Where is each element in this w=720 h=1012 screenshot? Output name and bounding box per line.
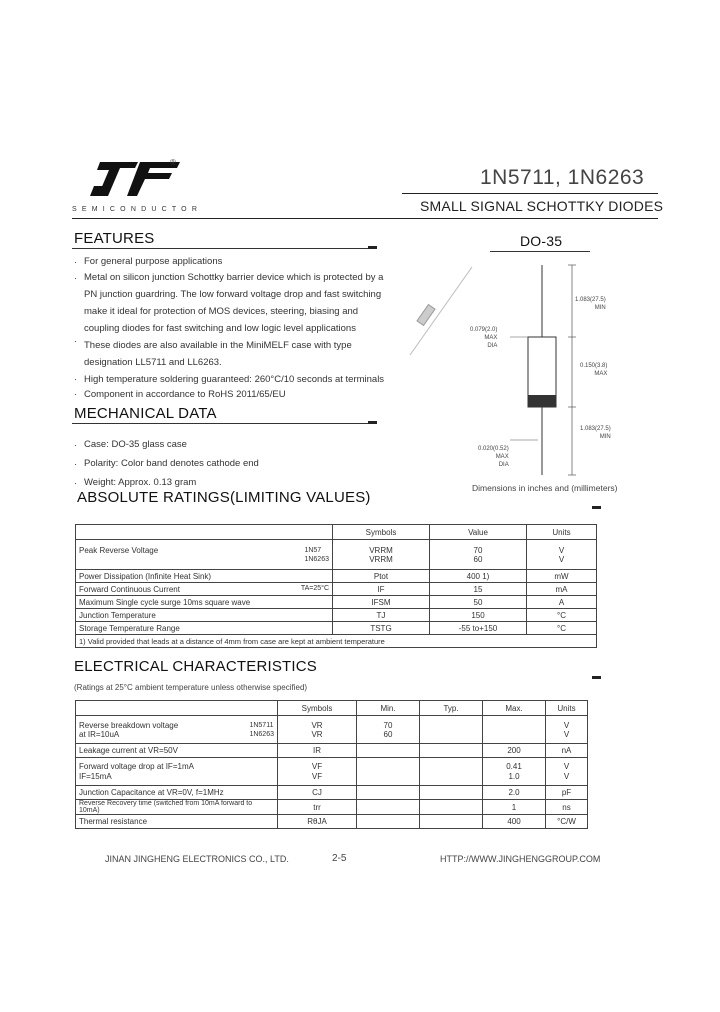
dim-lead-bottom: 1.083(27.5) MIN xyxy=(580,426,611,440)
el-head-symbol: Symbols xyxy=(278,701,357,716)
table-row: Reverse breakdown voltage at IR=10uA 1N5711 1N6263 VR VR 70 60 V V xyxy=(76,716,588,744)
mech-bullet-2: · xyxy=(74,459,78,470)
dim-lead-top: 1.083(27.5) MIN xyxy=(575,297,606,311)
table-row: Thermal resistance RθJA 400 °C/W xyxy=(76,815,588,829)
table-row: Power Dissipation (Infinite Heat Sink) Ptot 400 1) mW xyxy=(76,570,597,583)
table-row: Junction Capacitance at VR=0V, f=1MHz CJ 2.0 pF xyxy=(76,786,588,800)
feature-item: For general purpose applications xyxy=(84,256,223,267)
feature-bullet-5: · xyxy=(74,389,78,400)
abs-head-param xyxy=(76,525,333,540)
dim-body-dia: 0.079(2.0) MAX DIA xyxy=(470,327,498,349)
table-row: Storage Temperature Range TSTG -55 to+150 °C xyxy=(76,622,597,635)
electrical-subtitle: (Ratings at 25°C ambient temperature unless otherwise specified) xyxy=(74,683,308,692)
footer-company: JINAN JINGHENG ELECTRONICS CO., LTD. xyxy=(105,854,289,864)
absolute-title: ABSOLUTE RATINGS(LIMITING VALUES) xyxy=(77,489,371,506)
company-logo xyxy=(80,160,180,200)
feature-item: PN junction guardring. The low forward voltage drop and fast switching xyxy=(84,289,382,300)
abs-head-unit: Units xyxy=(527,525,597,540)
absolute-mark xyxy=(592,506,601,509)
header-divider xyxy=(72,218,658,219)
feature-bullet-2: · xyxy=(74,273,78,284)
package-rule xyxy=(490,251,590,252)
table-row: Junction Temperature TJ 150 °C xyxy=(76,609,597,622)
el-head-param xyxy=(76,701,278,716)
abs-footnote: 1) Valid provided that leads at a distance of 4mm from case are kept at ambient temperature xyxy=(76,635,597,648)
el-head-unit: Units xyxy=(546,701,588,716)
features-title: FEATURES xyxy=(74,230,155,247)
features-mark xyxy=(368,246,377,249)
dim-caption: Dimensions in inches and (millimeters) xyxy=(472,483,618,493)
dim-wire-dia: 0.020(0.52) MAX DIA xyxy=(478,446,509,468)
table-row: Maximum Single cycle surge 10ms square wave IFSM 50 A xyxy=(76,596,597,609)
feature-bullet-3: · xyxy=(74,336,78,347)
package-title: DO-35 xyxy=(520,233,563,249)
diode-lead-wire xyxy=(410,267,472,355)
feature-item: High temperature soldering guaranteed: 260°C/10 seconds at terminals xyxy=(84,374,385,385)
mechanical-title: MECHANICAL DATA xyxy=(74,405,217,422)
page-subtitle: SMALL SIGNAL SCHOTTKY DIODES xyxy=(420,198,664,214)
el-head-typ: Typ. xyxy=(420,701,483,716)
table-row: Peak Reverse Voltage 1N57 1N6263 VRRM VRRM 70 60 V V xyxy=(76,540,597,570)
el-head-max: Max. xyxy=(483,701,546,716)
mechanical-item: Weight: Approx. 0.13 gram xyxy=(84,477,197,488)
feature-item: These diodes are also available in the MiniMELF case with type xyxy=(84,340,352,351)
footer-url[interactable]: HTTP://WWW.JINGHENGGROUP.COM xyxy=(440,854,601,864)
registered-mark: ® xyxy=(170,158,176,167)
feature-item: Metal on silicon junction Schottky barrier device which is protected by a xyxy=(84,272,384,283)
electrical-title: ELECTRICAL CHARACTERISTICS xyxy=(74,658,318,675)
mech-bullet-1: · xyxy=(74,440,78,451)
table-row: Reverse Recovery time (switched from 10mA forward to 10mA) trr 1 ns xyxy=(76,800,588,815)
table-row: Forward voltage drop at IF=1mA IF=15mA VF VF 0.41 1.0 V V xyxy=(76,758,588,786)
mech-bullet-3: · xyxy=(74,478,78,489)
feature-item: make it ideal for protection of MOS devices, steering, biasing and xyxy=(84,306,359,317)
part-numbers: 1N5711, 1N6263 xyxy=(480,166,645,189)
el-head-min: Min. xyxy=(357,701,420,716)
feature-item: Component in accordance to RoHS 2011/65/EU xyxy=(84,389,286,400)
mechanical-rule xyxy=(72,423,377,424)
feature-bullet-1: · xyxy=(74,257,78,268)
logo-subtext: SEMICONDUCTOR xyxy=(72,206,203,213)
mechanical-item: Polarity: Color band denotes cathode end xyxy=(84,458,259,469)
absolute-ratings-table xyxy=(75,524,597,648)
abs-head-symbol: Symbols xyxy=(333,525,430,540)
table-row: Forward Continuous Current TA=25°C IF 15 mA xyxy=(76,583,597,596)
cathode-band xyxy=(528,395,556,407)
features-rule xyxy=(72,248,377,249)
abs-head-value: Value xyxy=(430,525,527,540)
feature-item: designation LL5711 and LL6263. xyxy=(84,357,222,368)
table-row: Leakage current at VR=50V IR 200 nA xyxy=(76,744,588,758)
electrical-mark xyxy=(592,676,601,679)
mechanical-item: Case: DO-35 glass case xyxy=(84,439,187,450)
feature-bullet-4: · xyxy=(74,374,78,385)
dim-body-len: 0.150(3.8) MAX xyxy=(580,363,608,377)
footer-page: 2-5 xyxy=(332,853,347,864)
feature-item: coupling diodes for fast switching and low logic level applications xyxy=(84,323,356,334)
diode-body xyxy=(417,305,435,326)
electrical-table xyxy=(75,700,588,829)
title-rule xyxy=(402,193,658,194)
table-row xyxy=(76,635,597,648)
abs-param: Peak Reverse Voltage xyxy=(79,545,159,555)
